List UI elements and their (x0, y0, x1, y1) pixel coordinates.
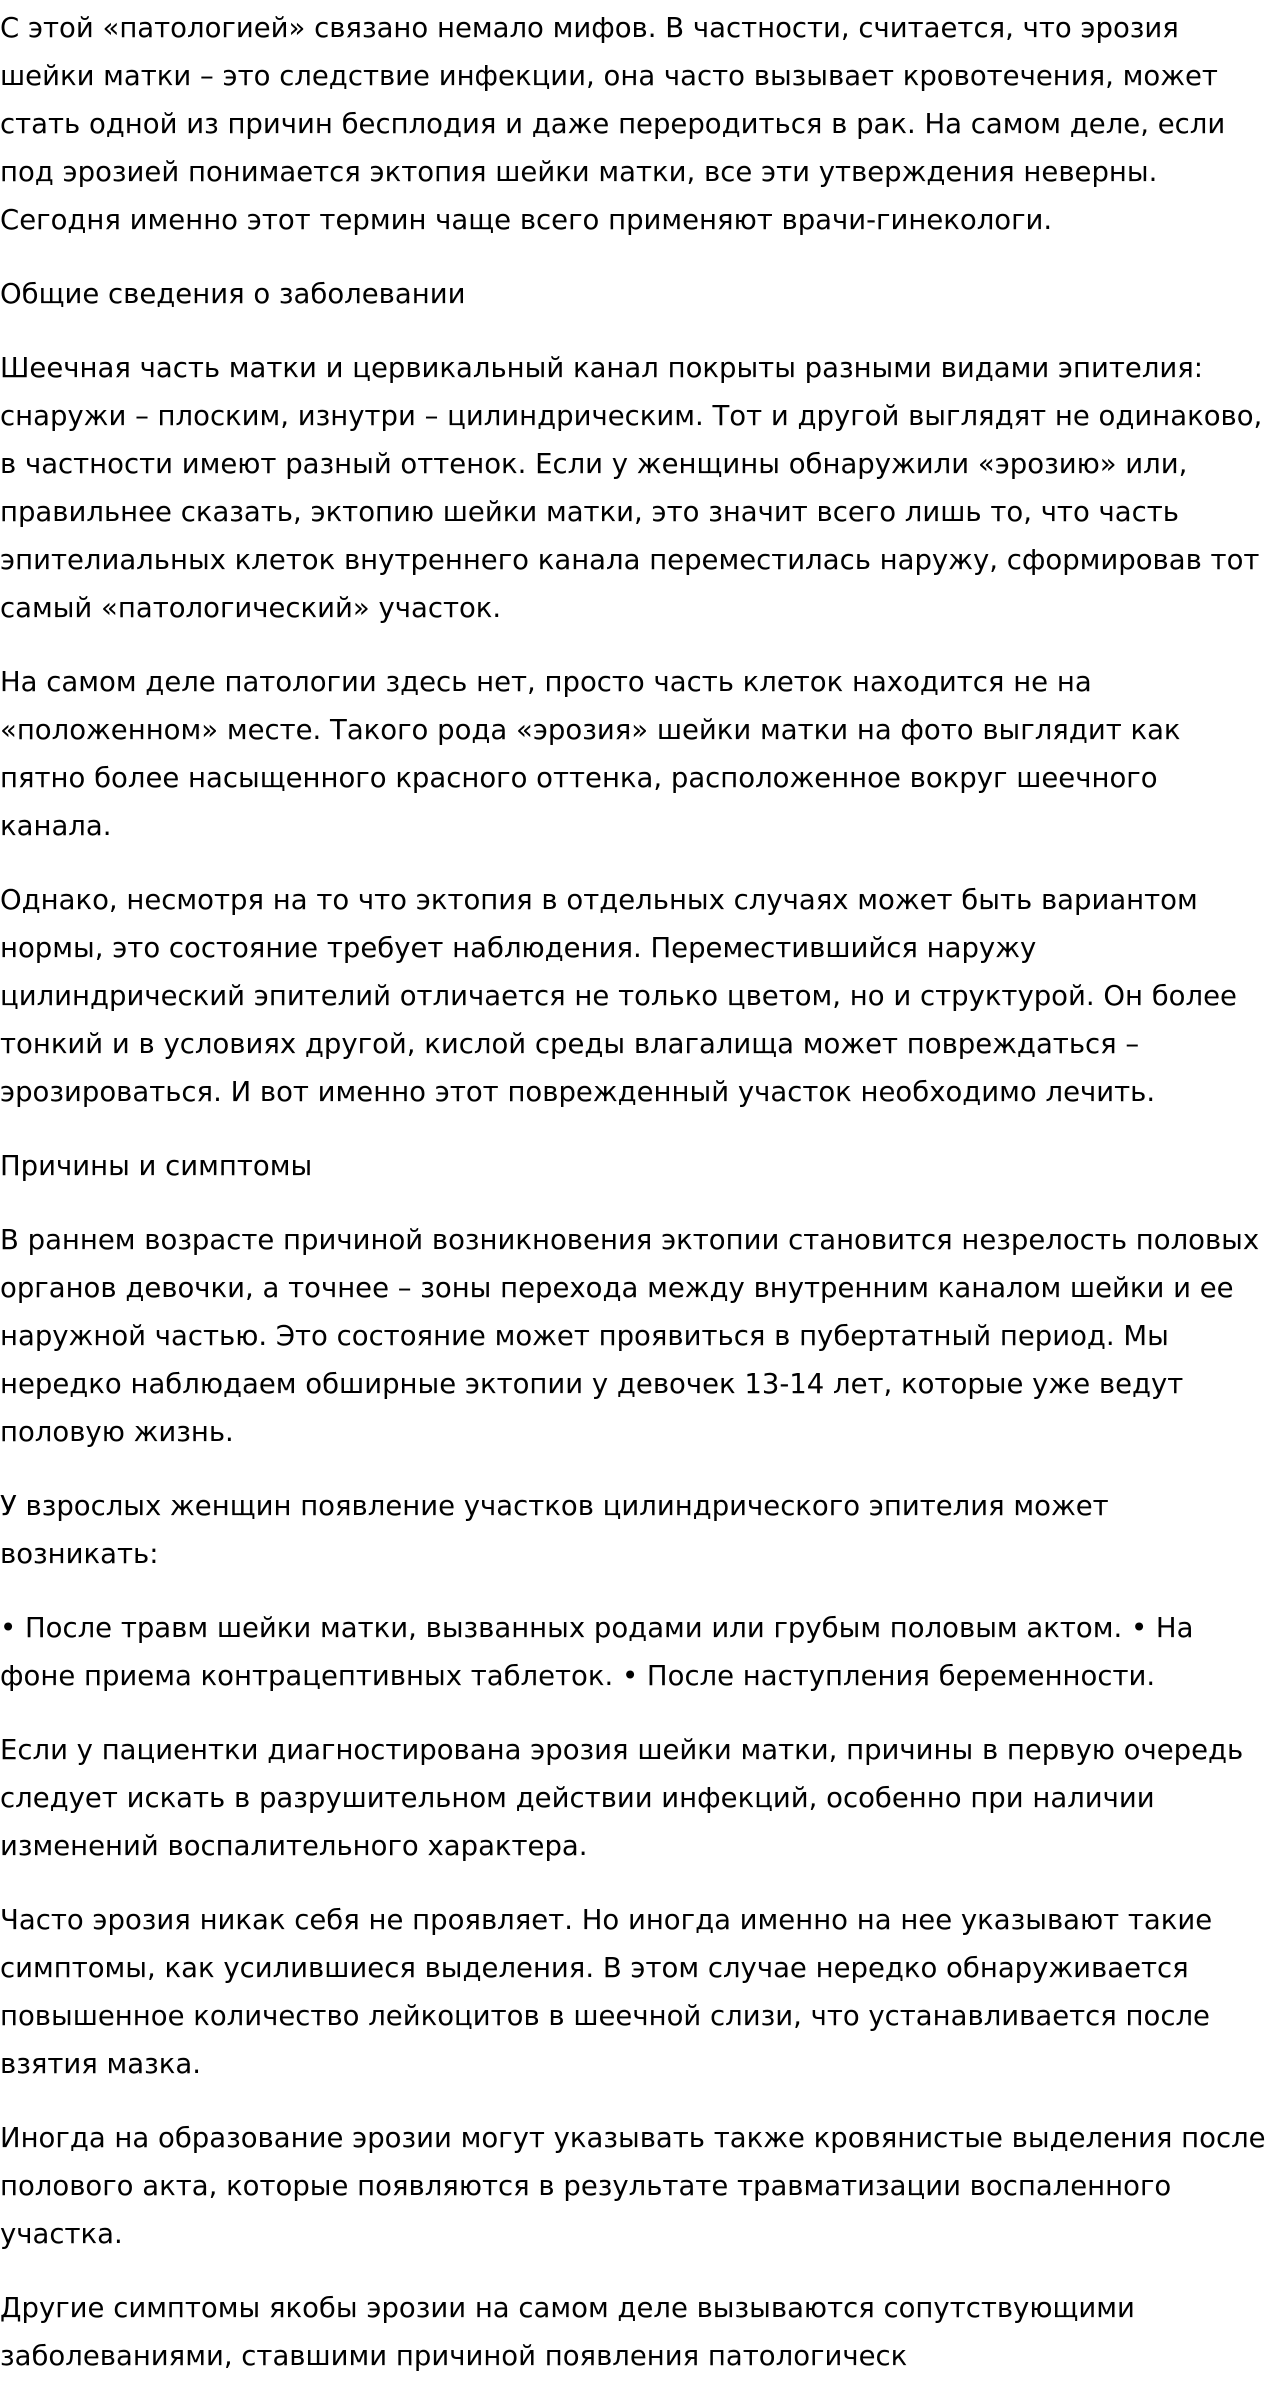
paragraph-discharge: Часто эрозия никак себя не проявляет. Но иногда именно на нее указывают такие симптомы, как усилившиеся выделения. В этом случае нередко обнаруживается повышенное количество лейкоцитов в шеечной слизи, что устанавливается после взятия мазка. (0, 1904, 1213, 2080)
paragraph-other-symptoms: Другие симптомы якобы эрозии на самом деле вызываются сопутствующими заболеваниями, ставшими причиной появления патологическ (0, 2292, 1135, 2372)
article-body (0, 4, 1268, 2406)
paragraph-observation: Однако, несмотря на то что эктопия в отдельных случаях может быть вариантом нормы, это состояние требует наблюдения. Переместившийся наружу цилиндрический эпителий отличается не только цветом, но и структурой. Он более тонкий и в условиях другой, кислой среды влагалища может повреждаться – эрозироваться. И вот именно этот поврежденный участок необходимо лечить. (0, 884, 1237, 1108)
section-heading-causes-symptoms: Причины и симптомы (0, 1150, 313, 1182)
section-heading-general-info: Общие сведения о заболевании (0, 278, 466, 310)
paragraph-epithelium: Шеечная часть матки и цервикальный канал покрыты разными видами эпителия: снаружи – плоским, изнутри – цилиндрическим. Тот и другой выглядят не одинаково, в частности имеют разный оттенок. Если у женщины обнаружили «эрозию» или, правильнее сказать, эктопию шейки матки, это значит всего лишь то, что часть эпителиальных клеток внутреннего канала переместилась наружу, сформировав тот самый «патологический» участок. (0, 352, 1263, 624)
paragraph-causes-list: • После травм шейки матки, вызванных родами или грубым половым актом. • На фоне приема контрацептивных таблеток. • После наступления беременности. (0, 1612, 1194, 1692)
paragraph-intro: С этой «патологией» связано немало мифов. В частности, считается, что эрозия шейки матки – это следствие инфекции, она часто вызывает кровотечения, может стать одной из причин бесплодия и даже переродиться в рак. На самом деле, если под эрозией понимается эктопия шейки матки, все эти утверждения неверны. Сегодня именно этот термин чаще всего применяют врачи-гинекологи. (0, 12, 1226, 236)
paragraph-adult-women: У взрослых женщин появление участков цилиндрического эпителия может возникать: (0, 1490, 1109, 1570)
paragraph-infection: Если у пациентки диагностирована эрозия шейки матки, причины в первую очередь следует искать в разрушительном действии инфекций, особенно при наличии изменений воспалительного характера. (0, 1734, 1244, 1862)
paragraph-no-pathology: На самом деле патологии здесь нет, просто часть клеток находится не на «положенном» месте. Такого рода «эрозия» шейки матки на фото выглядит как пятно более насыщенного красного оттенка, расположенное вокруг шеечного канала. (0, 666, 1181, 842)
paragraph-early-age: В раннем возрасте причиной возникновения эктопии становится незрелость половых органов девочки, а точнее – зоны перехода между внутренним каналом шейки и ее наружной частью. Это состояние может проявиться в пубертатный период. Мы нередко наблюдаем обширные эктопии у девочек 13-14 лет, которые уже ведут половую жизнь. (0, 1224, 1260, 1448)
paragraph-bleeding: Иногда на образование эрозии могут указывать также кровянистые выделения после полового акта, которые появляются в результате травматизации воспаленного участка. (0, 2122, 1266, 2250)
